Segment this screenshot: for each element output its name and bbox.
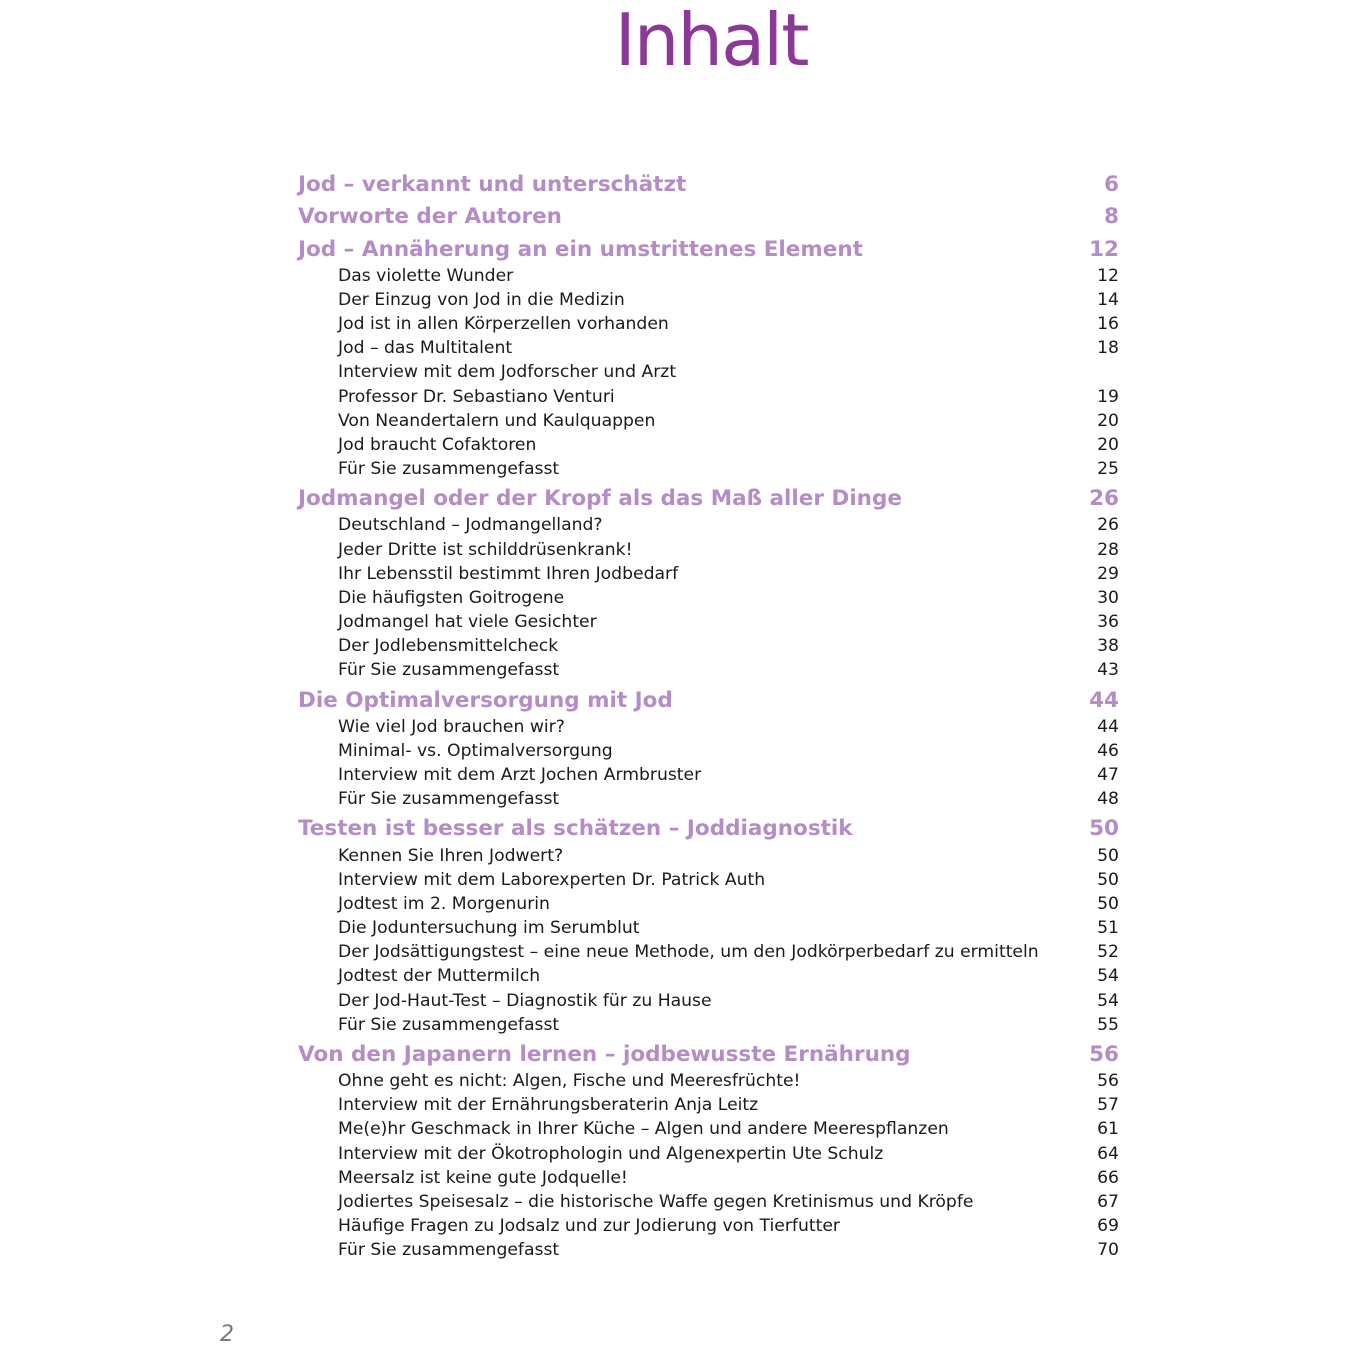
toc-page-number: 12 bbox=[1089, 237, 1119, 262]
toc-page-number: 44 bbox=[1089, 688, 1119, 713]
toc-section-title: Minimal- vs. Optimalversorgung bbox=[338, 741, 613, 761]
toc-section-entry bbox=[0, 540, 1346, 564]
toc-page-number: 25 bbox=[1097, 459, 1119, 479]
toc-section-entry bbox=[0, 789, 1346, 813]
toc-page-number: 70 bbox=[1097, 1240, 1119, 1260]
toc-section-entry bbox=[0, 266, 1346, 290]
page-title: Inhalt bbox=[614, 0, 808, 82]
toc-chapter-entry bbox=[0, 486, 1346, 516]
toc-section-title: Meersalz ist keine gute Jodquelle! bbox=[338, 1168, 628, 1188]
toc-page-number: 38 bbox=[1097, 636, 1119, 656]
toc-section-title: Der Jod-Haut-Test – Diagnostik für zu Hause bbox=[338, 991, 712, 1011]
toc-section-entry bbox=[0, 338, 1346, 362]
toc-page-number: 28 bbox=[1097, 540, 1119, 560]
toc-section-entry bbox=[0, 612, 1346, 636]
toc-section-entry bbox=[0, 846, 1346, 870]
toc-page-number: 19 bbox=[1097, 387, 1119, 407]
toc-section-title: Wie viel Jod brauchen wir? bbox=[338, 717, 565, 737]
toc-page-number: 54 bbox=[1097, 966, 1119, 986]
toc-page-number: 57 bbox=[1097, 1095, 1119, 1115]
toc-section-title: Jodtest der Muttermilch bbox=[338, 966, 541, 986]
toc-page-number: 43 bbox=[1097, 660, 1119, 680]
toc-chapter-entry bbox=[0, 237, 1346, 267]
toc-section-title: Für Sie zusammengefasst bbox=[338, 459, 560, 479]
toc-section-entry bbox=[0, 894, 1346, 918]
toc-page-number: 47 bbox=[1097, 765, 1119, 785]
toc-section-title: Ihr Lebensstil bestimmt Ihren Jodbedarf bbox=[338, 564, 679, 584]
toc-page-number: 56 bbox=[1089, 1042, 1119, 1067]
toc-page-number: 12 bbox=[1097, 266, 1119, 286]
toc-page-number: 50 bbox=[1097, 870, 1119, 890]
toc-section-title: Der Einzug von Jod in die Medizin bbox=[338, 290, 625, 310]
toc-section-title: Interview mit dem Arzt Jochen Armbruster bbox=[338, 765, 702, 785]
toc-chapter-title: Von den Japanern lernen – jodbewusste Ernährung bbox=[298, 1042, 911, 1067]
toc-section-title: Für Sie zusammengefasst bbox=[338, 1240, 560, 1260]
toc-section-entry bbox=[0, 1192, 1346, 1216]
toc-page-number: 61 bbox=[1097, 1119, 1119, 1139]
toc-section-entry bbox=[0, 1095, 1346, 1119]
toc-section-title: Das violette Wunder bbox=[338, 266, 514, 286]
toc-section-entry bbox=[0, 1144, 1346, 1168]
toc-section-entry bbox=[0, 966, 1346, 990]
toc-page-number: 8 bbox=[1104, 204, 1119, 229]
toc-section-entry bbox=[0, 870, 1346, 894]
toc-section-title: Me(e)hr Geschmack in Ihrer Küche – Algen und andere Meerespflanzen bbox=[338, 1119, 949, 1139]
toc-page-number: 48 bbox=[1097, 789, 1119, 809]
toc-section-title: Jod ist in allen Körperzellen vorhanden bbox=[338, 314, 669, 334]
toc-chapter-title: Vorworte der Autoren bbox=[298, 204, 562, 229]
toc-page-number: 50 bbox=[1097, 894, 1119, 914]
toc-chapter-title: Die Optimalversorgung mit Jod bbox=[298, 688, 673, 713]
toc-section-title: Für Sie zusammengefasst bbox=[338, 660, 560, 680]
toc-page-number: 51 bbox=[1097, 918, 1119, 938]
toc-section-title: Interview mit dem Laborexperten Dr. Patrick Auth bbox=[338, 870, 766, 890]
toc-page-number: 56 bbox=[1097, 1071, 1119, 1091]
toc-section-entry bbox=[0, 1119, 1346, 1143]
toc-section-title: Die häufigsten Goitrogene bbox=[338, 588, 565, 608]
toc-section-title: Jod braucht Cofaktoren bbox=[338, 435, 537, 455]
toc-page-number: 20 bbox=[1097, 411, 1119, 431]
toc-section-title: Häufige Fragen zu Jodsalz und zur Jodierung von Tierfutter bbox=[338, 1216, 840, 1236]
toc-section-title: Die Joduntersuchung im Serumblut bbox=[338, 918, 640, 938]
toc-section-title: Jod – das Multitalent bbox=[338, 338, 513, 358]
toc-page-number: 20 bbox=[1097, 435, 1119, 455]
toc-section-entry bbox=[0, 588, 1346, 612]
toc-page-number: 44 bbox=[1097, 717, 1119, 737]
toc-page-number: 69 bbox=[1097, 1216, 1119, 1236]
toc-section-title: Interview mit dem Jodforscher und Arzt bbox=[338, 362, 677, 382]
toc-section-entry bbox=[0, 918, 1346, 942]
toc-section-entry bbox=[0, 1168, 1346, 1192]
toc-section-entry bbox=[0, 741, 1346, 765]
toc-chapter-title: Jodmangel oder der Kropf als das Maß aller Dinge bbox=[298, 486, 902, 511]
toc-section-title: Ohne geht es nicht: Algen, Fische und Meeresfrüchte! bbox=[338, 1071, 801, 1091]
toc-section-title: Jeder Dritte ist schilddrüsenkrank! bbox=[338, 540, 633, 560]
toc-section-entry bbox=[0, 942, 1346, 966]
toc-section-entry bbox=[0, 1216, 1346, 1240]
toc-section-entry bbox=[0, 564, 1346, 588]
toc-page-number: 50 bbox=[1097, 846, 1119, 866]
toc-page-number: 14 bbox=[1097, 290, 1119, 310]
toc-section-entry bbox=[0, 1240, 1346, 1264]
toc-chapter-title: Jod – Annäherung an ein umstrittenes Element bbox=[298, 237, 863, 262]
toc-page-number: 36 bbox=[1097, 612, 1119, 632]
toc-section-title: Jodiertes Speisesalz – die historische Waffe gegen Kretinismus und Kröpfe bbox=[338, 1192, 974, 1212]
toc-section-entry bbox=[0, 290, 1346, 314]
toc-section-title: Kennen Sie Ihren Jodwert? bbox=[338, 846, 564, 866]
toc-section-entry bbox=[0, 636, 1346, 660]
toc-section-entry bbox=[0, 459, 1346, 483]
toc-section-title: Jodtest im 2. Morgenurin bbox=[338, 894, 550, 914]
toc-section-entry bbox=[0, 515, 1346, 539]
toc-section-entry bbox=[0, 435, 1346, 459]
toc-page-number: 66 bbox=[1097, 1168, 1119, 1188]
toc-page-number: 30 bbox=[1097, 588, 1119, 608]
toc-page-number: 55 bbox=[1097, 1015, 1119, 1035]
toc-section-title: Interview mit der Ernährungsberaterin Anja Leitz bbox=[338, 1095, 759, 1115]
toc-section-title: Von Neandertalern und Kaulquappen bbox=[338, 411, 656, 431]
toc-section-entry bbox=[0, 660, 1346, 684]
toc-section-entry bbox=[0, 411, 1346, 435]
toc-section-title: Professor Dr. Sebastiano Venturi bbox=[338, 387, 615, 407]
page-number: 2 bbox=[220, 1322, 234, 1347]
toc-chapter-entry bbox=[0, 688, 1346, 718]
toc-chapter-entry bbox=[0, 1042, 1346, 1072]
toc-page-number: 26 bbox=[1097, 515, 1119, 535]
toc-section-entry bbox=[0, 765, 1346, 789]
toc-section-title: Deutschland – Jodmangelland? bbox=[338, 515, 603, 535]
toc-page-number: 64 bbox=[1097, 1144, 1119, 1164]
toc-section-entry bbox=[0, 387, 1346, 411]
toc-chapter-entry bbox=[0, 172, 1346, 202]
toc-page-number: 50 bbox=[1089, 816, 1119, 841]
toc-page-number: 6 bbox=[1104, 172, 1119, 197]
toc-page-number: 26 bbox=[1089, 486, 1119, 511]
toc-page-number: 29 bbox=[1097, 564, 1119, 584]
toc-section-title: Jodmangel hat viele Gesichter bbox=[338, 612, 597, 632]
toc-page-number: 52 bbox=[1097, 942, 1119, 962]
toc-section-title: Der Jodsättigungstest – eine neue Methode, um den Jodkörperbedarf zu ermitteln bbox=[338, 942, 1039, 962]
toc-section-title: Für Sie zusammengefasst bbox=[338, 1015, 560, 1035]
toc-section-entry bbox=[0, 991, 1346, 1015]
toc-section-entry bbox=[0, 717, 1346, 741]
toc-section-entry bbox=[0, 362, 1346, 386]
toc-page-number: 16 bbox=[1097, 314, 1119, 334]
toc-page-number: 54 bbox=[1097, 991, 1119, 1011]
toc-chapter-entry bbox=[0, 816, 1346, 846]
toc-section-title: Für Sie zusammengefasst bbox=[338, 789, 560, 809]
toc-section-title: Der Jodlebensmittelcheck bbox=[338, 636, 559, 656]
toc-section-entry bbox=[0, 314, 1346, 338]
toc-chapter-title: Jod – verkannt und unterschätzt bbox=[298, 172, 687, 197]
toc-page-number: 18 bbox=[1097, 338, 1119, 358]
toc-chapter-entry bbox=[0, 204, 1346, 234]
toc-chapter-title: Testen ist besser als schätzen – Joddiagnostik bbox=[298, 816, 853, 841]
toc-page-number: 67 bbox=[1097, 1192, 1119, 1212]
toc-section-title: Interview mit der Ökotrophologin und Algenexpertin Ute Schulz bbox=[338, 1144, 884, 1164]
toc-section-entry bbox=[0, 1015, 1346, 1039]
toc-page-number: 46 bbox=[1097, 741, 1119, 761]
toc-section-entry bbox=[0, 1071, 1346, 1095]
